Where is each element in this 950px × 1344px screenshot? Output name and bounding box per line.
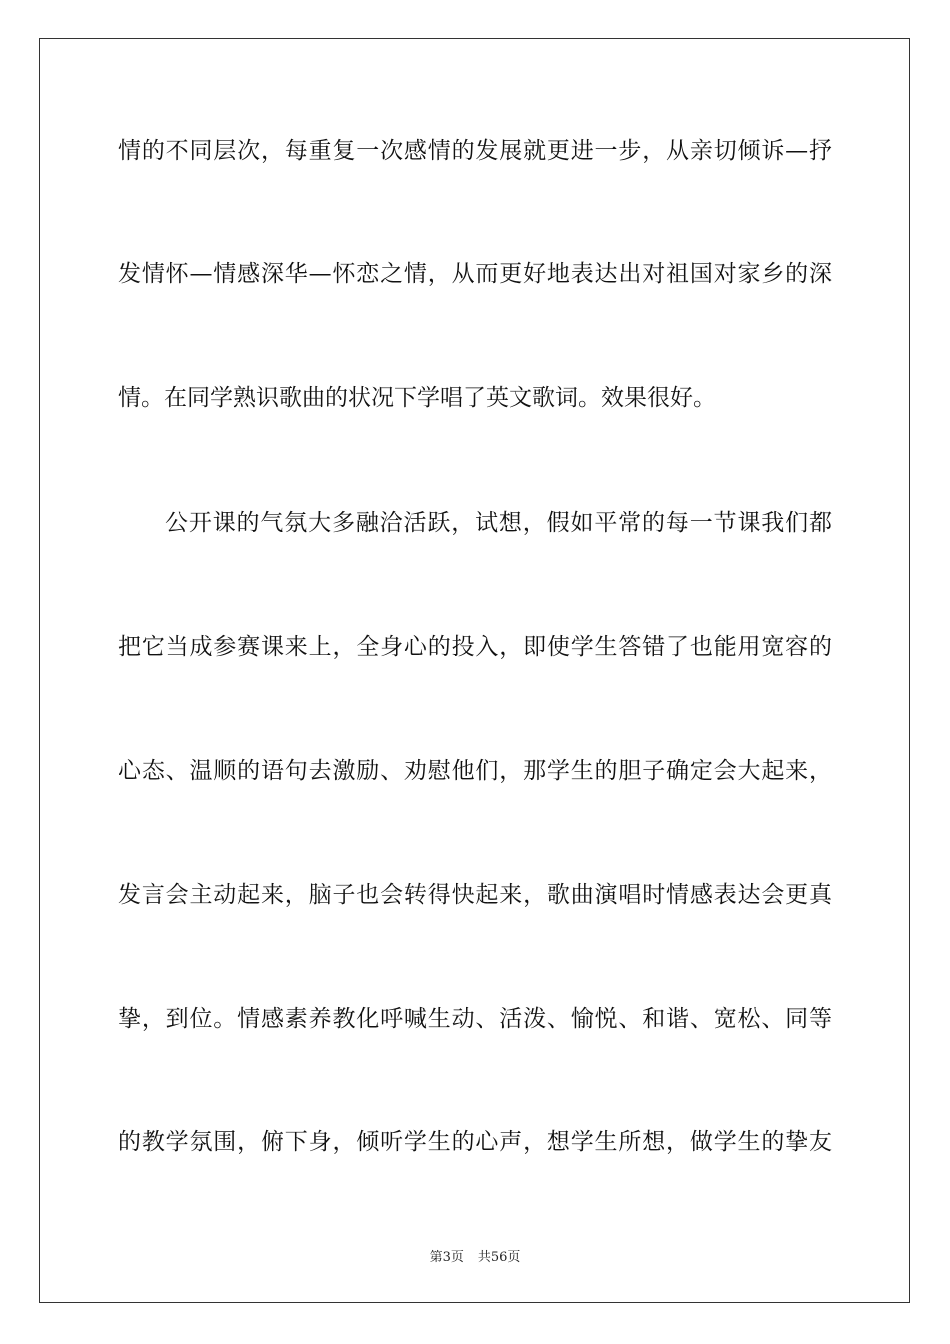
text-line: 情的不同层次，每重复一次感情的发展就更进一步，从亲切倾诉—抒 <box>118 138 832 164</box>
page-total: 共56页 <box>477 1250 521 1265</box>
text-line: 发情怀—情感深华—怀恋之情，从而更好地表达出对祖国对家乡的深 <box>118 261 832 287</box>
page-footer <box>0 1246 950 1265</box>
text-line: 心态、温顺的语句去激励、劝慰他们，那学生的胆子确定会大起来， <box>118 758 832 784</box>
text-line: 挚，到位。情感素养教化呼喊生动、活泼、愉悦、和谐、宽松、同等 <box>118 1006 832 1032</box>
text-line: 公开课的气氛大多融洽活跃，试想，假如平常的每一节课我们都 <box>165 510 832 536</box>
text-line: 情。在同学熟识歌曲的状况下学唱了英文歌词。效果很好。 <box>118 385 716 411</box>
page-frame <box>39 38 910 1303</box>
page-number: 第3页 <box>429 1250 464 1265</box>
text-line: 把它当成参赛课来上，全身心的投入，即使学生答错了也能用宽容的 <box>118 634 832 660</box>
text-line: 的教学氛围，俯下身，倾听学生的心声，想学生所想，做学生的挚友 <box>118 1129 832 1155</box>
text-line: 发言会主动起来，脑子也会转得快起来，歌曲演唱时情感表达会更真 <box>118 882 832 908</box>
